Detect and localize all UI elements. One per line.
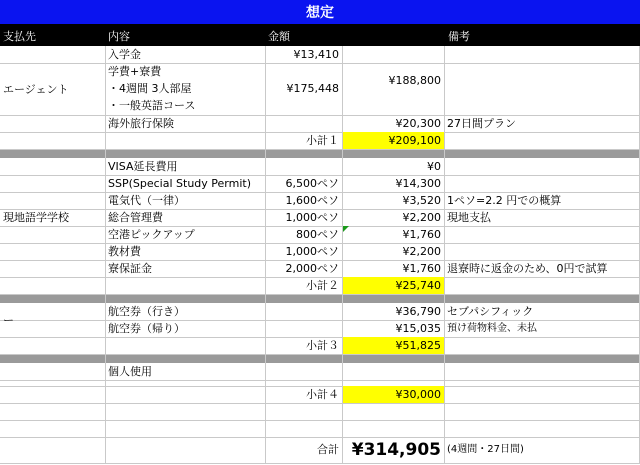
insurance-label[interactable]: 海外旅行保険: [108, 117, 174, 130]
school-row-yen[interactable]: ¥1,760: [402, 262, 441, 275]
school-row-note[interactable]: 現地支払: [447, 211, 491, 224]
school-row-note[interactable]: 1ペソ=2.2 円での概算: [447, 194, 562, 207]
subtotal-row[interactable]: [0, 386, 640, 404]
school-row-peso[interactable]: 2,000ペソ: [285, 262, 339, 275]
enroll-amount[interactable]: ¥13,410: [293, 48, 339, 61]
flight-out-note[interactable]: セブパシフィック: [447, 305, 534, 318]
school-row-label[interactable]: SSP(Special Study Permit): [108, 177, 251, 190]
total-label: 合計: [317, 443, 339, 456]
subtotal-3-label: 小計３: [306, 339, 339, 352]
subtotal-2-label: 小計２: [306, 279, 339, 292]
school-row-peso[interactable]: [265, 158, 342, 175]
table-row[interactable]: [0, 46, 640, 64]
table-row[interactable]: [0, 192, 640, 210]
total-amount[interactable]: ¥314,905: [351, 440, 441, 460]
school-row-note[interactable]: [444, 158, 640, 175]
subtotal-3-value[interactable]: ¥51,825: [342, 337, 444, 354]
agent-payee[interactable]: エージェント: [3, 83, 69, 96]
enroll-label[interactable]: 入学金: [108, 48, 141, 61]
school-row-peso[interactable]: 1,000ペソ: [285, 245, 339, 258]
header-payee: 支払先: [3, 30, 36, 43]
flight-ret-amount[interactable]: ¥15,035: [395, 322, 441, 335]
subtotal-1-value[interactable]: ¥209,100: [342, 132, 444, 149]
table-row[interactable]: [0, 363, 640, 381]
table-row[interactable]: [0, 226, 640, 244]
school-row-peso[interactable]: 800ペソ: [296, 228, 339, 241]
school-row-label[interactable]: 寮保証金: [108, 262, 152, 275]
table-row[interactable]: [0, 175, 640, 193]
section-separator: [0, 150, 640, 158]
personal-label[interactable]: 個人使用: [108, 365, 152, 378]
section-separator: [0, 355, 640, 363]
flight-ret-label[interactable]: 航空券（帰り）: [108, 322, 185, 335]
tuition-amount[interactable]: ¥175,448: [286, 82, 339, 95]
table-row[interactable]: [0, 260, 640, 278]
column-divider: [342, 46, 343, 463]
agent-combined[interactable]: ¥188,800: [388, 74, 441, 87]
header-content: 内容: [108, 30, 130, 43]
school-row-yen[interactable]: ¥2,200: [402, 211, 441, 224]
comment-indicator-icon[interactable]: [343, 226, 349, 232]
header-amount: 金額: [268, 30, 290, 43]
subtotal-row[interactable]: [0, 337, 640, 355]
section-separator: [0, 295, 640, 303]
table-row[interactable]: [0, 320, 640, 338]
school-row-label[interactable]: VISA延長費用: [108, 160, 178, 173]
table-row[interactable]: [0, 158, 640, 176]
header-note: 備考: [448, 30, 470, 43]
header-row: [0, 24, 640, 46]
tuition-sub-2: ・一般英語コース: [108, 99, 196, 112]
flight-payee[interactable]: ー: [3, 314, 14, 327]
subtotal-row[interactable]: [0, 277, 640, 295]
school-row-note[interactable]: [444, 243, 640, 260]
tuition-label[interactable]: 学費+寮費: [108, 65, 162, 78]
table-row[interactable]: [0, 243, 640, 261]
school-row-yen[interactable]: ¥3,520: [402, 194, 441, 207]
school-row-label[interactable]: 空港ピックアップ: [108, 228, 195, 241]
flight-out-amount[interactable]: ¥36,790: [395, 305, 441, 318]
school-row-yen[interactable]: ¥0: [427, 160, 441, 173]
insurance-note[interactable]: 27日間プラン: [447, 117, 516, 130]
subtotal-4-value[interactable]: ¥30,000: [342, 386, 444, 403]
insurance-amount[interactable]: ¥20,300: [395, 117, 441, 130]
school-row-note[interactable]: 退寮時に返金のため、0円で試算: [447, 262, 608, 275]
flight-ret-note[interactable]: 預け荷物料金、未払: [447, 323, 537, 334]
school-row-yen[interactable]: ¥14,300: [395, 177, 441, 190]
school-payee[interactable]: 現地語学学校: [3, 211, 69, 224]
subtotal-1-label: 小計１: [306, 134, 339, 147]
school-row-note[interactable]: [444, 175, 640, 192]
table-row[interactable]: [0, 420, 640, 438]
column-divider: [265, 46, 266, 463]
flight-out-label[interactable]: 航空券（行き）: [108, 305, 185, 318]
school-row-yen[interactable]: ¥1,760: [402, 228, 441, 241]
sheet-title: 想定: [0, 0, 640, 24]
school-row-note[interactable]: [444, 226, 640, 243]
school-row-yen[interactable]: ¥2,200: [402, 245, 441, 258]
school-row-peso[interactable]: 1,600ペソ: [285, 194, 339, 207]
school-row-label[interactable]: 総合管理費: [108, 211, 163, 224]
table-row[interactable]: [0, 403, 640, 421]
school-row-peso[interactable]: 6,500ペソ: [285, 177, 339, 190]
total-row[interactable]: [0, 437, 640, 464]
school-row-label[interactable]: 教材費: [108, 245, 141, 258]
table-row[interactable]: [0, 115, 640, 133]
subtotal-2-value[interactable]: ¥25,740: [342, 277, 444, 294]
total-note[interactable]: (4週間・27日間): [447, 444, 524, 455]
school-row-label[interactable]: 電気代（一律）: [108, 194, 185, 207]
school-row-peso[interactable]: 1,000ペソ: [285, 211, 339, 224]
subtotal-row[interactable]: [0, 132, 640, 150]
tuition-sub-1: ・4週間 3人部屋: [108, 82, 192, 95]
column-divider: [105, 46, 106, 463]
column-divider: [444, 46, 445, 463]
subtotal-4-label: 小計４: [306, 388, 339, 401]
